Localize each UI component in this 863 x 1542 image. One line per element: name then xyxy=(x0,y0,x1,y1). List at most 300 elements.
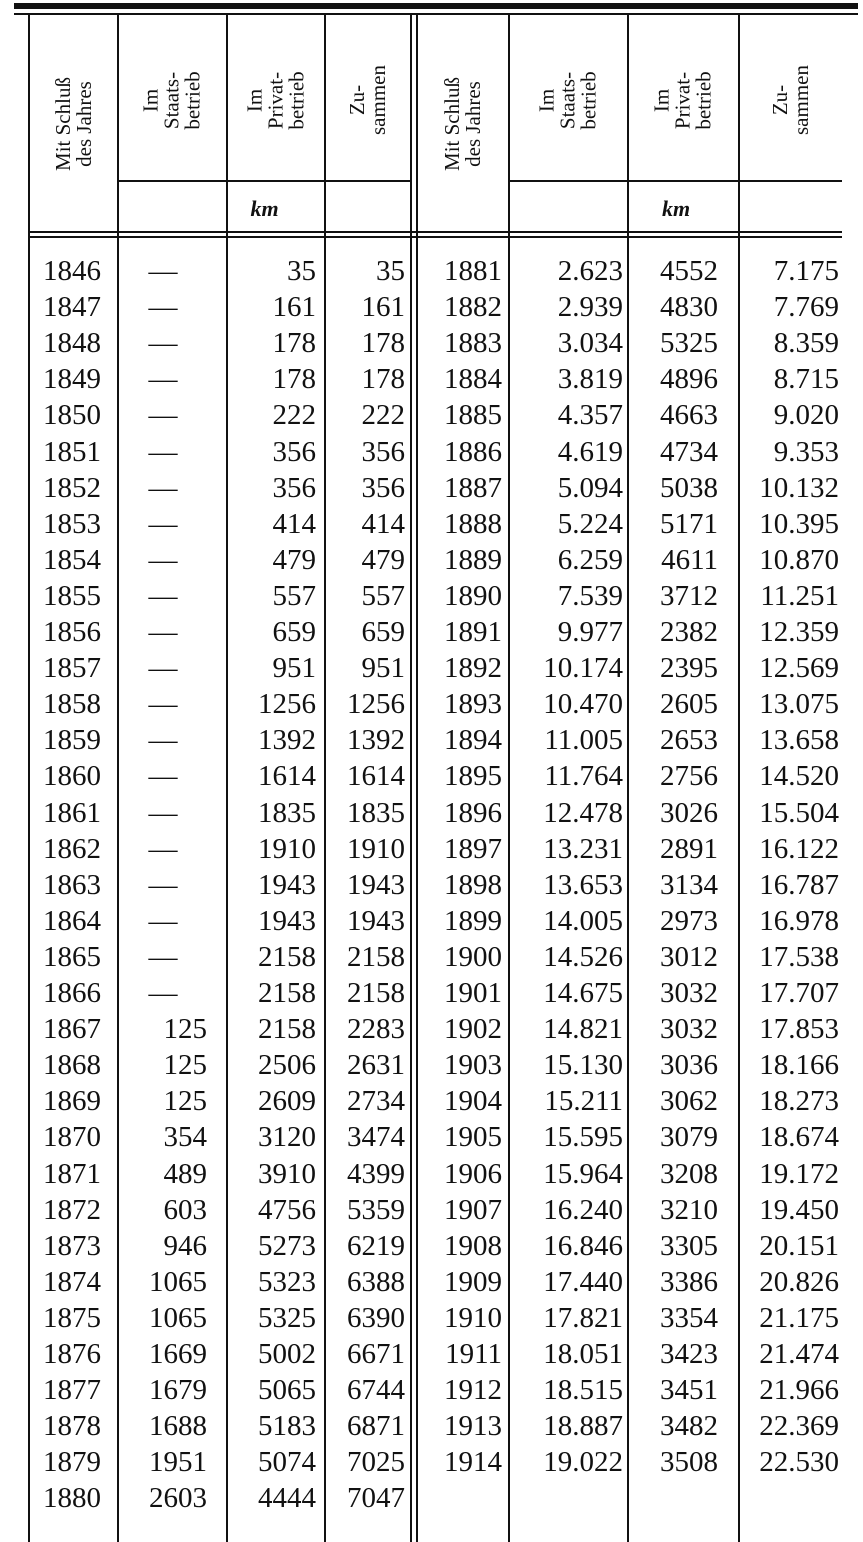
left-year-cell: 1861 xyxy=(43,797,101,829)
left-total-cell: 1943 xyxy=(347,905,405,937)
right-private-cell: 3451 xyxy=(660,1374,718,1406)
right-year-cell: 1887 xyxy=(444,472,502,504)
right-total-cell: 15.504 xyxy=(759,797,839,829)
right-state-cell: 18.051 xyxy=(543,1338,623,1370)
header-state-right-text: Im Staats- betrieb xyxy=(535,70,601,130)
left-private-cell: 5074 xyxy=(258,1446,316,1478)
left-year-cell: 1876 xyxy=(43,1338,101,1370)
left-year-cell: 1863 xyxy=(43,869,101,901)
right-private-cell: 3036 xyxy=(660,1049,718,1081)
left-state-cell: 489 xyxy=(163,1158,207,1190)
left-private-cell: 35 xyxy=(287,255,316,287)
left-year-cell: 1867 xyxy=(43,1013,101,1045)
left-state-cell: — xyxy=(148,472,178,504)
left-year-cell: 1874 xyxy=(43,1266,101,1298)
right-state-cell: 3.819 xyxy=(557,363,623,395)
right-state-cell: 3.034 xyxy=(557,327,623,359)
right-total-cell: 21.175 xyxy=(759,1302,839,1334)
right-state-cell: 14.005 xyxy=(543,905,623,937)
left-state-cell: — xyxy=(148,327,178,359)
right-private-cell: 2653 xyxy=(660,724,718,756)
left-year-cell: 1864 xyxy=(43,905,101,937)
right-state-cell: 15.211 xyxy=(544,1085,623,1117)
right-state-cell: 10.174 xyxy=(543,652,623,684)
right-year-cell: 1892 xyxy=(444,652,502,684)
left-state-cell: 354 xyxy=(163,1121,207,1153)
right-total-cell: 9.020 xyxy=(773,399,839,431)
right-private-cell: 2395 xyxy=(660,652,718,684)
right-private-cell: 4611 xyxy=(661,544,718,576)
right-private-cell: 3482 xyxy=(660,1410,718,1442)
right-total-cell: 12.569 xyxy=(759,652,839,684)
right-state-cell: 15.964 xyxy=(543,1158,623,1190)
right-total-cell: 20.826 xyxy=(759,1266,839,1298)
right-total-cell: 10.870 xyxy=(759,544,839,576)
left-year-cell: 1852 xyxy=(43,472,101,504)
right-year-cell: 1908 xyxy=(444,1230,502,1262)
right-private-cell: 2382 xyxy=(660,616,718,648)
right-private-cell: 3032 xyxy=(660,1013,718,1045)
left-year-cell: 1859 xyxy=(43,724,101,756)
right-private-cell: 3210 xyxy=(660,1194,718,1226)
header-state-right xyxy=(510,20,627,180)
right-total-cell: 7.175 xyxy=(773,255,839,287)
right-private-cell: 5038 xyxy=(660,472,718,504)
right-private-cell: 2756 xyxy=(660,760,718,792)
right-year-cell: 1910 xyxy=(444,1302,502,1334)
right-total-cell: 18.273 xyxy=(759,1085,839,1117)
left-state-cell: 1688 xyxy=(149,1410,207,1442)
right-year-cell: 1890 xyxy=(444,580,502,612)
right-state-cell: 14.675 xyxy=(543,977,623,1009)
left-year-cell: 1858 xyxy=(43,688,101,720)
left-total-cell: 1392 xyxy=(347,724,405,756)
left-state-cell: — xyxy=(148,652,178,684)
right-private-cell: 3032 xyxy=(660,977,718,1009)
right-total-cell: 16.978 xyxy=(759,905,839,937)
left-private-cell: 1835 xyxy=(258,797,316,829)
left-state-cell: 946 xyxy=(163,1230,207,1262)
left-state-cell: — xyxy=(148,436,178,468)
right-total-cell: 21.966 xyxy=(759,1374,839,1406)
left-private-cell: 3120 xyxy=(258,1121,316,1153)
right-total-cell: 8.359 xyxy=(773,327,839,359)
right-state-cell: 13.231 xyxy=(543,833,623,865)
left-private-cell: 414 xyxy=(272,508,316,540)
right-total-cell: 17.538 xyxy=(759,941,839,973)
right-state-cell: 15.130 xyxy=(543,1049,623,1081)
left-private-cell: 1943 xyxy=(258,905,316,937)
header-private-left-text: Im Privat- betrieb xyxy=(242,70,309,130)
left-state-cell: 1951 xyxy=(149,1446,207,1478)
left-year-cell: 1865 xyxy=(43,941,101,973)
right-private-cell: 2605 xyxy=(660,688,718,720)
left-private-cell: 1614 xyxy=(258,760,316,792)
left-private-cell: 479 xyxy=(272,544,316,576)
left-year-cell: 1854 xyxy=(43,544,101,576)
left-state-cell: 1669 xyxy=(149,1338,207,1370)
right-year-cell: 1901 xyxy=(444,977,502,1009)
left-private-cell: 1943 xyxy=(258,869,316,901)
left-year-cell: 1869 xyxy=(43,1085,101,1117)
left-total-cell: 479 xyxy=(361,544,405,576)
left-state-cell: — xyxy=(148,833,178,865)
left-state-cell: — xyxy=(148,797,178,829)
header-year-left xyxy=(30,20,117,228)
right-year-cell: 1902 xyxy=(444,1013,502,1045)
header-total-right xyxy=(740,20,842,180)
left-state-cell: — xyxy=(148,977,178,1009)
right-year-cell: 1894 xyxy=(444,724,502,756)
right-total-cell: 22.369 xyxy=(759,1410,839,1442)
right-year-cell: 1905 xyxy=(444,1121,502,1153)
unit-rule-left xyxy=(118,180,410,182)
right-private-cell: 4830 xyxy=(660,291,718,323)
right-state-cell: 11.764 xyxy=(544,760,623,792)
left-year-cell: 1851 xyxy=(43,436,101,468)
right-total-cell: 21.474 xyxy=(759,1338,839,1370)
unit-label-right: km xyxy=(661,196,691,221)
right-state-cell: 2.623 xyxy=(557,255,623,287)
right-state-cell: 11.005 xyxy=(544,724,623,756)
left-state-cell: — xyxy=(148,255,178,287)
right-state-cell: 4.357 xyxy=(557,399,623,431)
left-private-cell: 1392 xyxy=(258,724,316,756)
top-thin-rule xyxy=(14,13,858,15)
left-private-cell: 5325 xyxy=(258,1302,316,1334)
left-year-cell: 1868 xyxy=(43,1049,101,1081)
left-year-cell: 1856 xyxy=(43,616,101,648)
right-total-cell: 19.172 xyxy=(759,1158,839,1190)
left-year-cell: 1870 xyxy=(43,1121,101,1153)
right-year-cell: 1888 xyxy=(444,508,502,540)
left-total-cell: 7047 xyxy=(347,1482,405,1514)
right-state-cell: 12.478 xyxy=(543,797,623,829)
right-private-cell: 4663 xyxy=(660,399,718,431)
right-private-cell: 3012 xyxy=(660,941,718,973)
left-state-cell: 1065 xyxy=(149,1302,207,1334)
left-private-cell: 1910 xyxy=(258,833,316,865)
left-total-cell: 659 xyxy=(361,616,405,648)
left-year-cell: 1877 xyxy=(43,1374,101,1406)
left-year-cell: 1871 xyxy=(43,1158,101,1190)
left-state-cell: 1065 xyxy=(149,1266,207,1298)
left-private-cell: 356 xyxy=(272,472,316,504)
right-year-cell: 1884 xyxy=(444,363,502,395)
left-state-cell: — xyxy=(148,544,178,576)
left-private-cell: 178 xyxy=(272,327,316,359)
left-year-cell: 1866 xyxy=(43,977,101,1009)
left-state-cell: 2603 xyxy=(149,1482,207,1514)
left-total-cell: 4399 xyxy=(347,1158,405,1190)
left-total-cell: 5359 xyxy=(347,1194,405,1226)
right-year-cell: 1891 xyxy=(444,616,502,648)
left-total-cell: 35 xyxy=(376,255,405,287)
left-year-cell: 1860 xyxy=(43,760,101,792)
right-private-cell: 4552 xyxy=(660,255,718,287)
header-private-left xyxy=(228,20,324,180)
left-private-cell: 2158 xyxy=(258,1013,316,1045)
right-year-cell: 1898 xyxy=(444,869,502,901)
left-year-cell: 1850 xyxy=(43,399,101,431)
left-total-cell: 1614 xyxy=(347,760,405,792)
left-private-cell: 659 xyxy=(272,616,316,648)
left-state-cell: 125 xyxy=(163,1049,207,1081)
left-private-cell: 5323 xyxy=(258,1266,316,1298)
left-total-cell: 1835 xyxy=(347,797,405,829)
unit-label-left: km xyxy=(250,196,279,221)
left-total-cell: 161 xyxy=(361,291,405,323)
header-rule-2 xyxy=(28,236,842,238)
right-year-cell: 1914 xyxy=(444,1446,502,1478)
left-year-cell: 1880 xyxy=(43,1482,101,1514)
right-state-cell: 15.595 xyxy=(543,1121,623,1153)
right-state-cell: 10.470 xyxy=(543,688,623,720)
left-private-cell: 3910 xyxy=(258,1158,316,1190)
left-state-cell: 125 xyxy=(163,1013,207,1045)
right-private-cell: 3062 xyxy=(660,1085,718,1117)
left-year-cell: 1862 xyxy=(43,833,101,865)
left-year-cell: 1853 xyxy=(43,508,101,540)
left-private-cell: 5002 xyxy=(258,1338,316,1370)
right-total-cell: 16.122 xyxy=(759,833,839,865)
left-total-cell: 1256 xyxy=(347,688,405,720)
right-private-cell: 2973 xyxy=(660,905,718,937)
left-state-cell: — xyxy=(148,580,178,612)
left-private-cell: 2506 xyxy=(258,1049,316,1081)
left-state-cell: — xyxy=(148,688,178,720)
right-year-cell: 1912 xyxy=(444,1374,502,1406)
right-year-cell: 1889 xyxy=(444,544,502,576)
left-state-cell: — xyxy=(148,291,178,323)
right-year-cell: 1907 xyxy=(444,1194,502,1226)
left-state-cell: — xyxy=(148,508,178,540)
unit-rule-right xyxy=(509,180,842,182)
right-private-cell: 4734 xyxy=(660,436,718,468)
left-state-cell: 1679 xyxy=(149,1374,207,1406)
right-total-cell: 17.853 xyxy=(759,1013,839,1045)
right-total-cell: 12.359 xyxy=(759,616,839,648)
header-total-right-text: Zu- sammen xyxy=(767,65,813,135)
right-private-cell: 3508 xyxy=(660,1446,718,1478)
right-total-cell: 19.450 xyxy=(759,1194,839,1226)
left-private-cell: 2158 xyxy=(258,977,316,1009)
left-private-cell: 4756 xyxy=(258,1194,316,1226)
right-private-cell: 3712 xyxy=(660,580,718,612)
right-state-cell: 19.022 xyxy=(543,1446,623,1478)
right-private-cell: 5171 xyxy=(660,508,718,540)
left-year-cell: 1849 xyxy=(43,363,101,395)
right-total-cell: 20.151 xyxy=(759,1230,839,1262)
left-total-cell: 2283 xyxy=(347,1013,405,1045)
header-private-right-text: Im Privat- betrieb xyxy=(650,70,716,130)
right-state-cell: 17.821 xyxy=(543,1302,623,1334)
right-total-cell: 17.707 xyxy=(759,977,839,1009)
right-year-cell: 1899 xyxy=(444,905,502,937)
right-total-cell: 9.353 xyxy=(773,436,839,468)
left-total-cell: 6744 xyxy=(347,1374,405,1406)
left-year-cell: 1846 xyxy=(43,255,101,287)
header-year-left-text: Mit Schluß des Jahres xyxy=(50,77,96,171)
right-state-cell: 2.939 xyxy=(557,291,623,323)
left-state-cell: — xyxy=(148,941,178,973)
header-total-left-text: Zu- sammen xyxy=(344,65,390,135)
left-private-cell: 2609 xyxy=(258,1085,316,1117)
right-year-cell: 1911 xyxy=(445,1338,502,1370)
left-total-cell: 1943 xyxy=(347,869,405,901)
right-state-cell: 7.539 xyxy=(557,580,623,612)
right-year-cell: 1885 xyxy=(444,399,502,431)
left-year-cell: 1879 xyxy=(43,1446,101,1478)
header-private-right xyxy=(629,20,738,180)
right-total-cell: 18.166 xyxy=(759,1049,839,1081)
right-private-cell: 2891 xyxy=(660,833,718,865)
left-private-cell: 161 xyxy=(272,291,316,323)
right-year-cell: 1893 xyxy=(444,688,502,720)
left-state-cell: — xyxy=(148,363,178,395)
left-total-cell: 7025 xyxy=(347,1446,405,1478)
left-private-cell: 4444 xyxy=(258,1482,316,1514)
right-private-cell: 5325 xyxy=(660,327,718,359)
right-total-cell: 11.251 xyxy=(760,580,839,612)
header-total-left xyxy=(326,20,410,180)
right-total-cell: 16.787 xyxy=(759,869,839,901)
left-state-cell: — xyxy=(148,905,178,937)
right-private-cell: 3208 xyxy=(660,1158,718,1190)
right-state-cell: 6.259 xyxy=(557,544,623,576)
right-year-cell: 1903 xyxy=(444,1049,502,1081)
right-total-cell: 13.658 xyxy=(759,724,839,756)
left-private-cell: 222 xyxy=(272,399,316,431)
right-state-cell: 5.094 xyxy=(557,472,623,504)
left-private-cell: 1256 xyxy=(258,688,316,720)
right-year-cell: 1881 xyxy=(444,255,502,287)
left-year-cell: 1848 xyxy=(43,327,101,359)
right-private-cell: 3079 xyxy=(660,1121,718,1153)
left-total-cell: 6388 xyxy=(347,1266,405,1298)
left-total-cell: 2631 xyxy=(347,1049,405,1081)
left-state-cell: — xyxy=(148,399,178,431)
right-private-cell: 3423 xyxy=(660,1338,718,1370)
left-private-cell: 178 xyxy=(272,363,316,395)
left-total-cell: 178 xyxy=(361,363,405,395)
right-total-cell: 18.674 xyxy=(759,1121,839,1153)
right-total-cell: 10.132 xyxy=(759,472,839,504)
right-year-cell: 1886 xyxy=(444,436,502,468)
right-state-cell: 16.240 xyxy=(543,1194,623,1226)
right-state-cell: 14.526 xyxy=(543,941,623,973)
right-state-cell: 14.821 xyxy=(543,1013,623,1045)
left-state-cell: 125 xyxy=(163,1085,207,1117)
right-private-cell: 4896 xyxy=(660,363,718,395)
right-state-cell: 4.619 xyxy=(557,436,623,468)
left-year-cell: 1872 xyxy=(43,1194,101,1226)
right-private-cell: 3134 xyxy=(660,869,718,901)
left-state-cell: — xyxy=(148,869,178,901)
left-total-cell: 2158 xyxy=(347,977,405,1009)
left-total-cell: 414 xyxy=(361,508,405,540)
right-total-cell: 7.769 xyxy=(773,291,839,323)
right-private-cell: 3386 xyxy=(660,1266,718,1298)
right-private-cell: 3354 xyxy=(660,1302,718,1334)
right-year-cell: 1909 xyxy=(444,1266,502,1298)
left-private-cell: 5183 xyxy=(258,1410,316,1442)
right-state-cell: 18.515 xyxy=(543,1374,623,1406)
right-total-cell: 14.520 xyxy=(759,760,839,792)
header-rule-1 xyxy=(28,231,842,233)
top-thick-rule xyxy=(14,3,858,9)
left-private-cell: 951 xyxy=(272,652,316,684)
right-private-cell: 3026 xyxy=(660,797,718,829)
left-total-cell: 178 xyxy=(361,327,405,359)
left-total-cell: 2158 xyxy=(347,941,405,973)
right-year-cell: 1883 xyxy=(444,327,502,359)
left-state-cell: 603 xyxy=(163,1194,207,1226)
left-total-cell: 6671 xyxy=(347,1338,405,1370)
right-year-cell: 1897 xyxy=(444,833,502,865)
right-year-cell: 1895 xyxy=(444,760,502,792)
right-total-cell: 8.715 xyxy=(773,363,839,395)
left-year-cell: 1878 xyxy=(43,1410,101,1442)
left-private-cell: 5065 xyxy=(258,1374,316,1406)
left-private-cell: 356 xyxy=(272,436,316,468)
header-state-left-text: Im Staats- betrieb xyxy=(139,70,205,130)
left-total-cell: 1910 xyxy=(347,833,405,865)
right-total-cell: 13.075 xyxy=(759,688,839,720)
right-year-cell: 1906 xyxy=(444,1158,502,1190)
left-total-cell: 557 xyxy=(361,580,405,612)
left-total-cell: 3474 xyxy=(347,1121,405,1153)
right-total-cell: 10.395 xyxy=(759,508,839,540)
left-year-cell: 1855 xyxy=(43,580,101,612)
right-year-cell: 1882 xyxy=(444,291,502,323)
right-year-cell: 1900 xyxy=(444,941,502,973)
left-private-cell: 5273 xyxy=(258,1230,316,1262)
left-total-cell: 222 xyxy=(361,399,405,431)
right-state-cell: 5.224 xyxy=(557,508,623,540)
middle-double-line-a xyxy=(410,15,412,1542)
left-year-cell: 1847 xyxy=(43,291,101,323)
left-private-cell: 557 xyxy=(272,580,316,612)
right-state-cell: 13.653 xyxy=(543,869,623,901)
right-year-cell: 1913 xyxy=(444,1410,502,1442)
left-year-cell: 1873 xyxy=(43,1230,101,1262)
left-year-cell: 1875 xyxy=(43,1302,101,1334)
left-total-cell: 951 xyxy=(361,652,405,684)
left-state-cell: — xyxy=(148,760,178,792)
left-total-cell: 356 xyxy=(361,436,405,468)
right-state-cell: 18.887 xyxy=(543,1410,623,1442)
right-state-cell: 16.846 xyxy=(543,1230,623,1262)
left-private-cell: 2158 xyxy=(258,941,316,973)
left-total-cell: 356 xyxy=(361,472,405,504)
left-state-cell: — xyxy=(148,616,178,648)
right-state-cell: 17.440 xyxy=(543,1266,623,1298)
header-year-right xyxy=(418,20,508,228)
left-total-cell: 2734 xyxy=(347,1085,405,1117)
right-total-cell: 22.530 xyxy=(759,1446,839,1478)
left-year-cell: 1857 xyxy=(43,652,101,684)
right-year-cell: 1904 xyxy=(444,1085,502,1117)
right-state-cell: 9.977 xyxy=(557,616,623,648)
header-state-left xyxy=(119,20,226,180)
left-total-cell: 6390 xyxy=(347,1302,405,1334)
right-year-cell: 1896 xyxy=(444,797,502,829)
right-private-cell: 3305 xyxy=(660,1230,718,1262)
left-total-cell: 6871 xyxy=(347,1410,405,1442)
left-state-cell: — xyxy=(148,724,178,756)
left-total-cell: 6219 xyxy=(347,1230,405,1262)
